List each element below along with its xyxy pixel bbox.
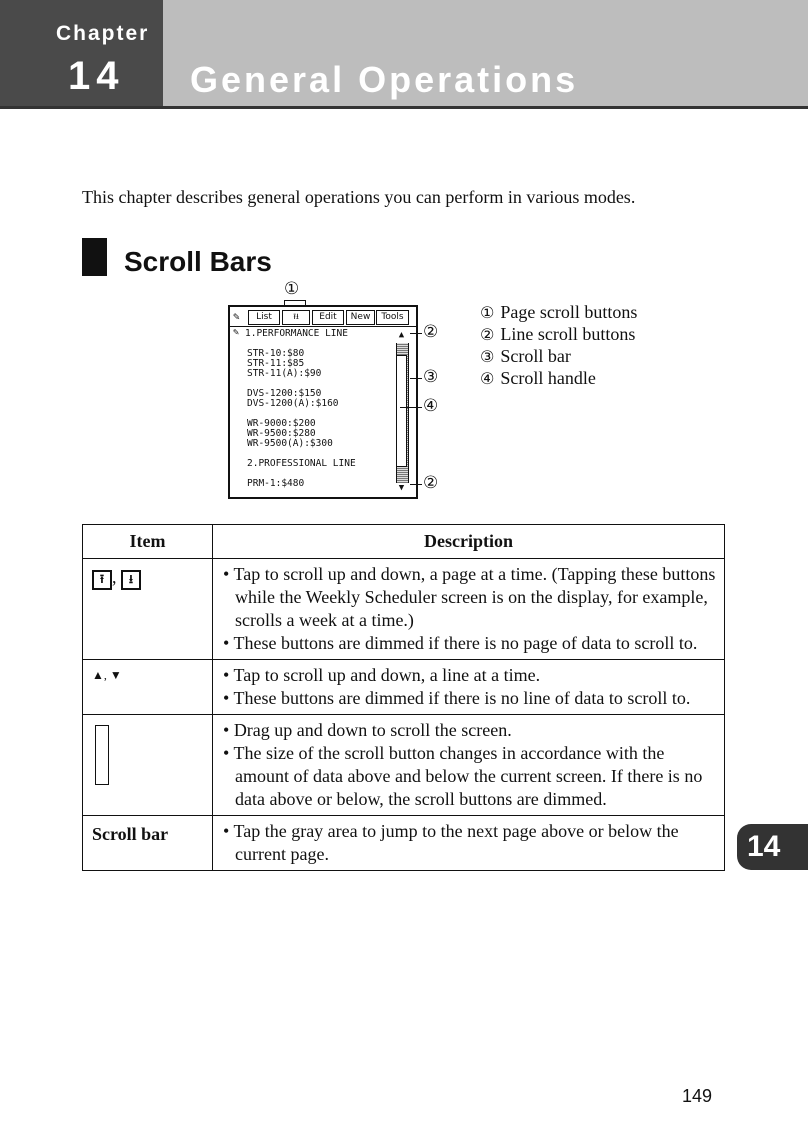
content-line: STR-10:$80 (247, 348, 305, 359)
item-column-header: Item (83, 525, 213, 559)
content-line: WR-9000:$200 (247, 418, 316, 429)
callout-3: ③ (423, 367, 439, 387)
bullet-item: • Tap the gray area to jump to the next page above or below the current page. (223, 821, 679, 864)
chapter-side-tab: 14 (737, 824, 808, 870)
tools-button[interactable]: Tools (376, 310, 409, 325)
entry-icon: ✎ (233, 327, 240, 338)
scroll-up-arrow-icon[interactable]: ▲ (398, 330, 405, 340)
page-number: 149 (682, 1086, 713, 1106)
legend-item: ③ Scroll bar (480, 346, 571, 366)
description-column-header: Description (213, 525, 725, 559)
section-title: Scroll Bars (124, 246, 272, 277)
content-line: 1.PERFORMANCE LINE (245, 328, 348, 339)
content-line: DVS-1200:$150 (247, 388, 322, 399)
content-line: STR-11(A):$90 (247, 368, 322, 379)
chapter-header (0, 0, 808, 108)
page-up-icon: ⭱ (92, 570, 112, 590)
description-cell (213, 816, 725, 871)
description-cell (213, 660, 725, 715)
legend-item: ① Page scroll buttons (480, 302, 638, 322)
content-line: WR-9500(A):$300 (247, 438, 333, 449)
scroll-down-arrow-icon[interactable]: ▼ (398, 483, 405, 493)
content-line: 2.PROFESSIONAL LINE (247, 458, 356, 469)
bullet-item: • These buttons are dimmed if there is no line of data to scroll to. (223, 688, 691, 708)
item-cell: Scroll bar (83, 816, 213, 871)
edit-button[interactable]: Edit (312, 310, 344, 325)
chapter-number: 14 (68, 54, 125, 98)
table-header-row (83, 525, 725, 559)
content-line: PRM-1:$480 (247, 478, 305, 489)
description-cell (213, 559, 725, 660)
item-cell: ⭱ , ⭳ (83, 559, 213, 660)
chapter-number-block (0, 0, 163, 108)
page-down-icon: ⭳ (121, 570, 141, 590)
list-button[interactable]: List (248, 310, 280, 325)
bullet-item: • The size of the scroll button changes in accordance with the amount of data above and below the current screen. If there is no data above or below, the scroll buttons are dimmed. (223, 743, 703, 809)
bullet-item: • Drag up and down to scroll the screen. (223, 720, 512, 740)
table-row (83, 715, 725, 816)
callout-2-bottom: ② (423, 473, 439, 493)
legend-item: ② Line scroll buttons (480, 324, 636, 344)
content-line: STR-11:$85 (247, 358, 305, 369)
legend-item: ④ Scroll handle (480, 368, 596, 388)
section-marker (82, 238, 107, 276)
chapter-label: Chapter (56, 22, 150, 45)
header-rule (0, 106, 808, 109)
item-cell (83, 715, 213, 816)
description-cell (213, 715, 725, 816)
bullet-item: • Tap to scroll up and down, a page at a time. (Tapping these buttons while the Weekly Scheduler screen is on the display, for example, scrolls a week at a time.) (223, 564, 716, 630)
content-line: DVS-1200(A):$160 (247, 398, 339, 409)
bullet-item: • Tap to scroll up and down, a line at a time. (223, 665, 541, 685)
intro-paragraph: This chapter describes general operations you can perform in various modes. (82, 187, 636, 207)
callout-4: ④ (423, 396, 439, 416)
callout-1: ① (284, 279, 300, 299)
content-line: WR-9500:$280 (247, 428, 316, 439)
page-scroll-buttons[interactable]: ⭱⭳ (282, 310, 310, 325)
scroll-controls-table (82, 524, 725, 871)
scroll-bar-screenshot (228, 305, 418, 499)
memo-icon: ✎ (233, 310, 240, 323)
callout-2-top: ② (423, 322, 439, 342)
table-row (83, 816, 725, 871)
item-cell: ▲, ▼ (83, 660, 213, 715)
new-button[interactable]: New (346, 310, 375, 325)
chapter-title: General Operations (190, 59, 579, 100)
table-row (83, 660, 725, 715)
bullet-item: • These buttons are dimmed if there is no page of data to scroll to. (223, 633, 698, 653)
scroll-handle-icon (95, 725, 109, 785)
scroll-handle[interactable] (396, 355, 407, 467)
table-row (83, 559, 725, 660)
